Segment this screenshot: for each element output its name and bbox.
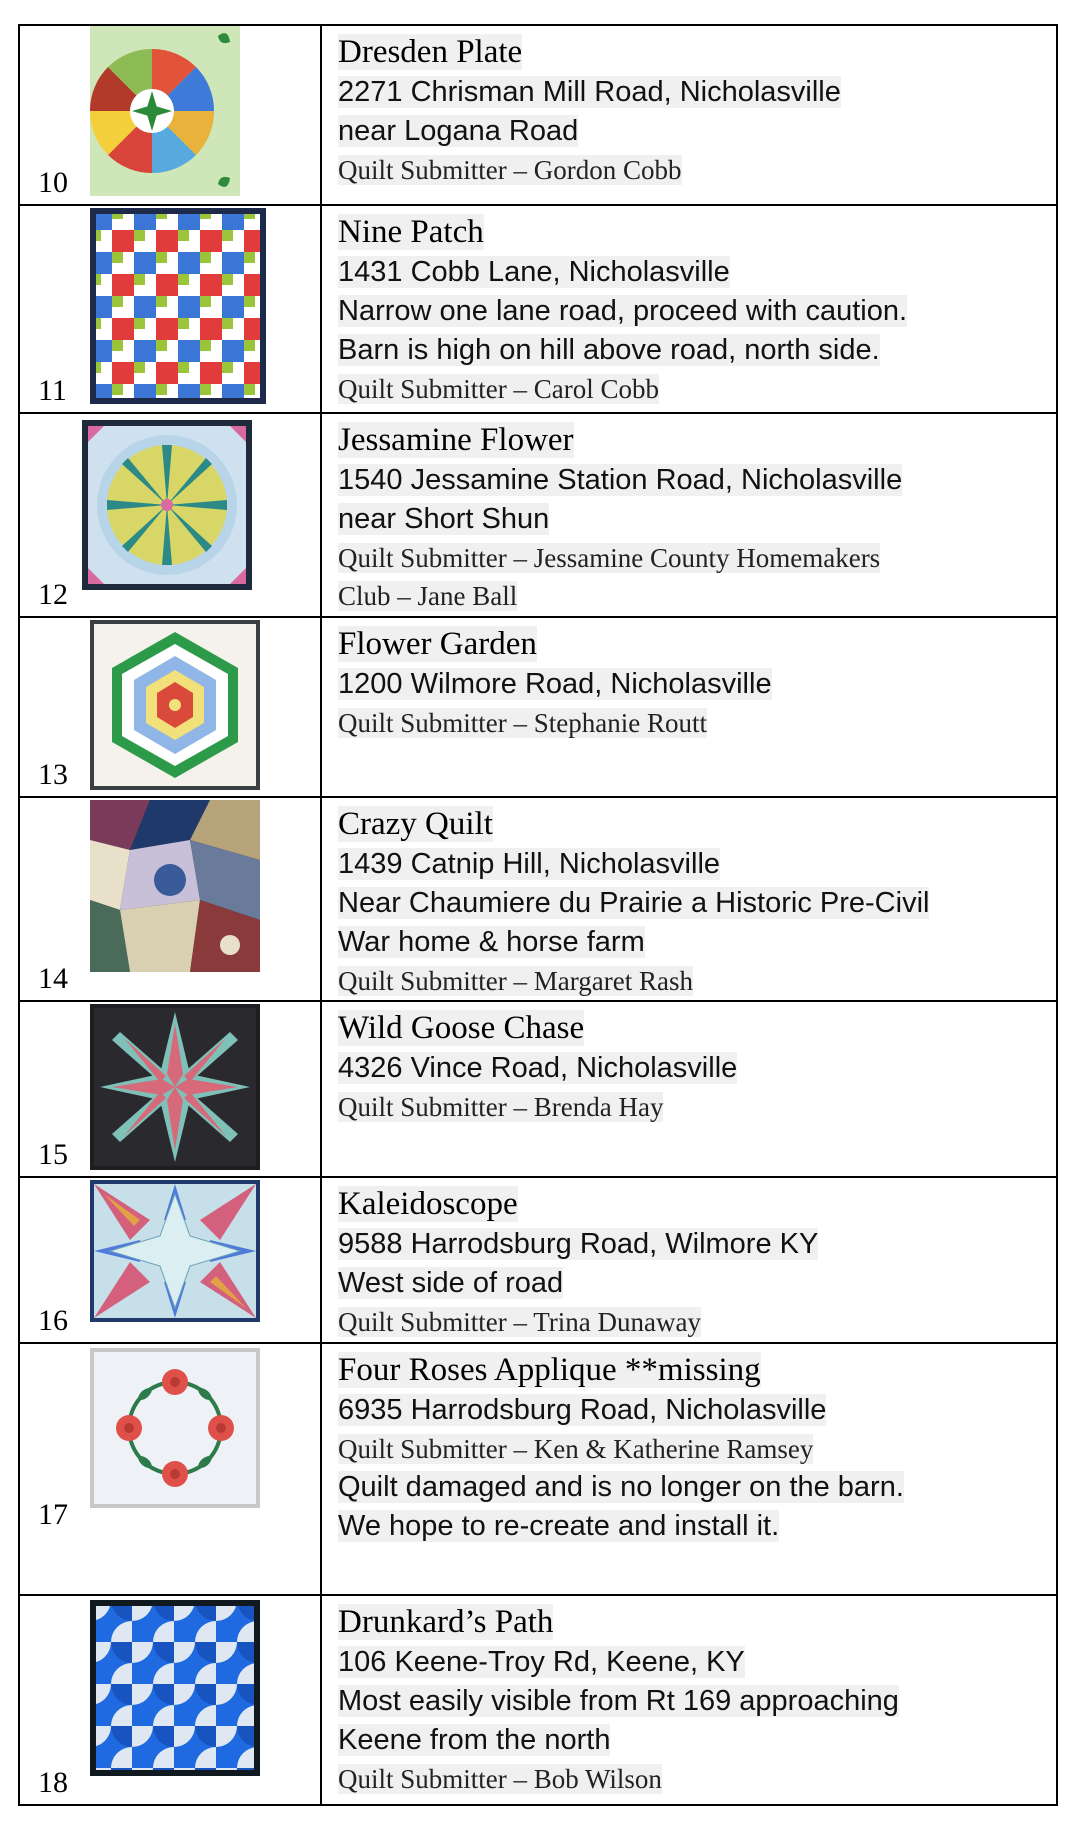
quilt-title: Wild Goose Chase (338, 1010, 585, 1046)
quilt-submitter: Quilt Submitter – Carol Cobb (338, 374, 659, 404)
entry-details-cell (321, 1343, 1057, 1595)
quilt-title: Flower Garden (338, 626, 537, 662)
directions-line: Narrow one lane road, proceed with caution. (338, 295, 908, 327)
directions-line: Keene from the north (338, 1724, 611, 1756)
dresden-plate-quilt-image (90, 26, 240, 196)
entry-details-cell (321, 617, 1057, 797)
quilt-submitter: Quilt Submitter – Bob Wilson (338, 1764, 662, 1794)
entry-image-cell (19, 1177, 321, 1343)
directions-line: Barn is high on hill above road, north side. (338, 334, 880, 366)
directions-line: Most easily visible from Rt 169 approaching (338, 1685, 899, 1717)
quilt-title: Nine Patch (338, 214, 484, 250)
entry-details-cell (321, 797, 1057, 1001)
directions-line: Near Chaumiere du Prairie a Historic Pre-Civil (338, 887, 930, 919)
entry-number: 18 (38, 1766, 68, 1799)
entry-number: 13 (38, 758, 68, 791)
entry-image-cell (19, 1595, 321, 1805)
table-row (19, 205, 1057, 413)
entry-image-cell (19, 1343, 321, 1595)
quilt-submitter: Quilt Submitter – Brenda Hay (338, 1092, 664, 1122)
entry-image-cell (19, 1001, 321, 1177)
quilt-submitter: Quilt Submitter – Stephanie Routt (338, 708, 707, 738)
address-line: 4326 Vince Road, Nicholasville (338, 1052, 738, 1084)
entry-details-cell (321, 25, 1057, 205)
directions-line: West side of road (338, 1267, 564, 1299)
table-row (19, 1595, 1057, 1805)
entry-details-cell (321, 205, 1057, 413)
entry-image-cell (19, 797, 321, 1001)
entry-number: 10 (38, 166, 68, 199)
flower-garden-quilt-image (90, 620, 260, 790)
address-line: 6935 Harrodsburg Road, Nicholasville (338, 1394, 827, 1426)
table-row (19, 25, 1057, 205)
entry-number: 14 (38, 962, 68, 995)
entry-number: 15 (38, 1138, 68, 1171)
quilt-title: Drunkard’s Path (338, 1604, 554, 1640)
wild-goose-chase-quilt-image (90, 1004, 260, 1170)
address-line: 1439 Catnip Hill, Nicholasville (338, 848, 721, 880)
nine-patch-quilt-image (90, 208, 266, 404)
entry-number: 12 (38, 578, 68, 611)
table-row (19, 1001, 1057, 1177)
quilt-title: Kaleidoscope (338, 1186, 518, 1222)
quilt-title: Four Roses Applique **missing (338, 1352, 761, 1388)
entry-image-cell (19, 205, 321, 413)
status-note: Quilt damaged and is no longer on the barn. (338, 1471, 904, 1503)
quilt-submitter: Quilt Submitter – Gordon Cobb (338, 155, 682, 185)
quilt-trail-table (18, 24, 1058, 1806)
quilt-submitter: Quilt Submitter – Ken & Katherine Ramsey (338, 1434, 814, 1464)
entry-image-cell (19, 25, 321, 205)
entry-details-cell (321, 413, 1057, 617)
table-row (19, 797, 1057, 1001)
entry-details-cell (321, 1001, 1057, 1177)
kaleidoscope-quilt-image (90, 1180, 260, 1322)
quilt-title: Jessamine Flower (338, 422, 574, 458)
table-row (19, 617, 1057, 797)
jessamine-flower-quilt-image (82, 420, 252, 590)
quilt-submitter: Quilt Submitter – Jessamine County Homemakers (338, 543, 881, 573)
address-line: 1200 Wilmore Road, Nicholasville (338, 668, 772, 700)
table-row (19, 1343, 1057, 1595)
entry-number: 11 (38, 374, 67, 407)
entry-image-cell (19, 413, 321, 617)
status-note: We hope to re-create and install it. (338, 1510, 780, 1542)
directions-line: near Logana Road (338, 115, 579, 147)
drunkards-path-quilt-image (90, 1600, 260, 1776)
table-row (19, 1177, 1057, 1343)
entry-details-cell (321, 1177, 1057, 1343)
four-roses-applique-quilt-image (90, 1348, 260, 1508)
address-line: 1540 Jessamine Station Road, Nicholasville (338, 464, 903, 496)
table-row (19, 413, 1057, 617)
crazy-quilt-image (90, 800, 260, 972)
address-line: 2271 Chrisman Mill Road, Nicholasville (338, 76, 841, 108)
quilt-title: Crazy Quilt (338, 806, 493, 842)
entry-number: 17 (38, 1498, 68, 1531)
directions-line: near Short Shun (338, 503, 550, 535)
entry-number: 16 (38, 1304, 68, 1337)
quilt-submitter: Club – Jane Ball (338, 581, 518, 611)
entry-image-cell (19, 617, 321, 797)
quilt-submitter: Quilt Submitter – Trina Dunaway (338, 1307, 701, 1337)
quilt-submitter: Quilt Submitter – Margaret Rash (338, 966, 693, 996)
entry-details-cell (321, 1595, 1057, 1805)
address-line: 9588 Harrodsburg Road, Wilmore KY (338, 1228, 819, 1260)
quilt-title: Dresden Plate (338, 34, 523, 70)
address-line: 1431 Cobb Lane, Nicholasville (338, 256, 730, 288)
address-line: 106 Keene-Troy Rd, Keene, KY (338, 1646, 745, 1678)
directions-line: War home & horse farm (338, 926, 645, 958)
